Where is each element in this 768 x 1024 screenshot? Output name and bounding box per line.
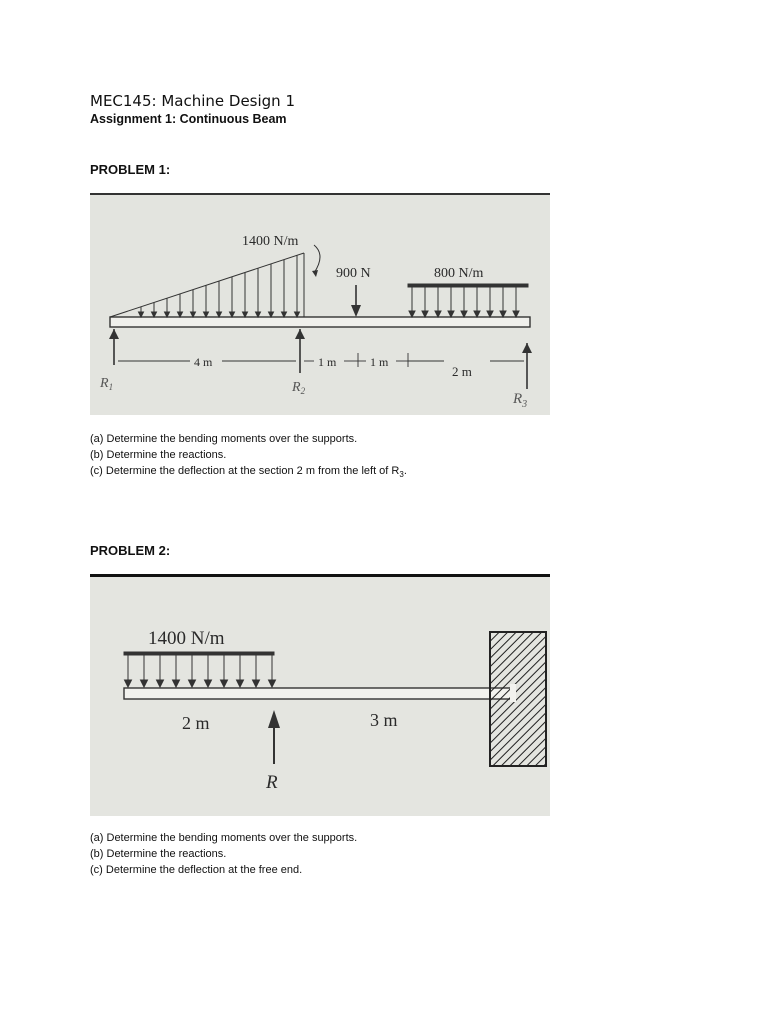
- problem-2-questions: [90, 830, 357, 878]
- beam-1: [110, 317, 530, 327]
- question-1c: (c) Determine the deflection at the section 2 m from the left of $R_3$.: [90, 465, 407, 480]
- problem-2-heading: PROBLEM 2:: [90, 543, 171, 558]
- triangular-load-label: 1400 N/m: [242, 234, 299, 249]
- reaction-r-label: R: [266, 772, 278, 793]
- problem-1-figure: [90, 193, 550, 415]
- problem-1-heading: PROBLEM 1:: [90, 162, 171, 177]
- beam-diagram-1: [90, 193, 550, 415]
- dimension-2m: 2 m: [452, 364, 472, 379]
- question-2b: (b) Determine the reactions.: [90, 848, 227, 860]
- beam-2: [124, 688, 512, 699]
- reaction-r3-label: $R_3$: [513, 391, 528, 410]
- problem-1-questions: [90, 431, 407, 483]
- dimension-3m-label: 3 m: [370, 710, 398, 730]
- assignment-title: Assignment 1: Continuous Beam: [90, 112, 287, 126]
- fixed-wall: [490, 632, 546, 766]
- problem-2-figure: [90, 574, 550, 816]
- point-load-label: 900 N: [336, 266, 371, 281]
- dimension-2m-label: 2 m: [182, 713, 210, 733]
- uniform-load-2-label: 1400 N/m: [148, 628, 225, 649]
- question-1b: (b) Determine the reactions.: [90, 449, 227, 461]
- beam-diagram-2: [90, 574, 550, 816]
- reaction-r2-label: $R_2$: [292, 380, 306, 396]
- dimension-1m-a: 1 m: [318, 355, 337, 369]
- reaction-r1-label: $R_1$: [100, 376, 114, 392]
- dimension-1m-b: 1 m: [370, 355, 389, 369]
- question-2a: (a) Determine the bending moments over the supports.: [90, 832, 358, 844]
- dimension-4m: 4 m: [194, 355, 213, 369]
- question-2c: (c) Determine the deflection at the free end.: [90, 864, 303, 876]
- course-title: MEC145: Machine Design 1: [90, 92, 296, 110]
- uniform-load-label: 800 N/m: [434, 266, 484, 281]
- question-1a: (a) Determine the bending moments over the supports.: [90, 433, 358, 445]
